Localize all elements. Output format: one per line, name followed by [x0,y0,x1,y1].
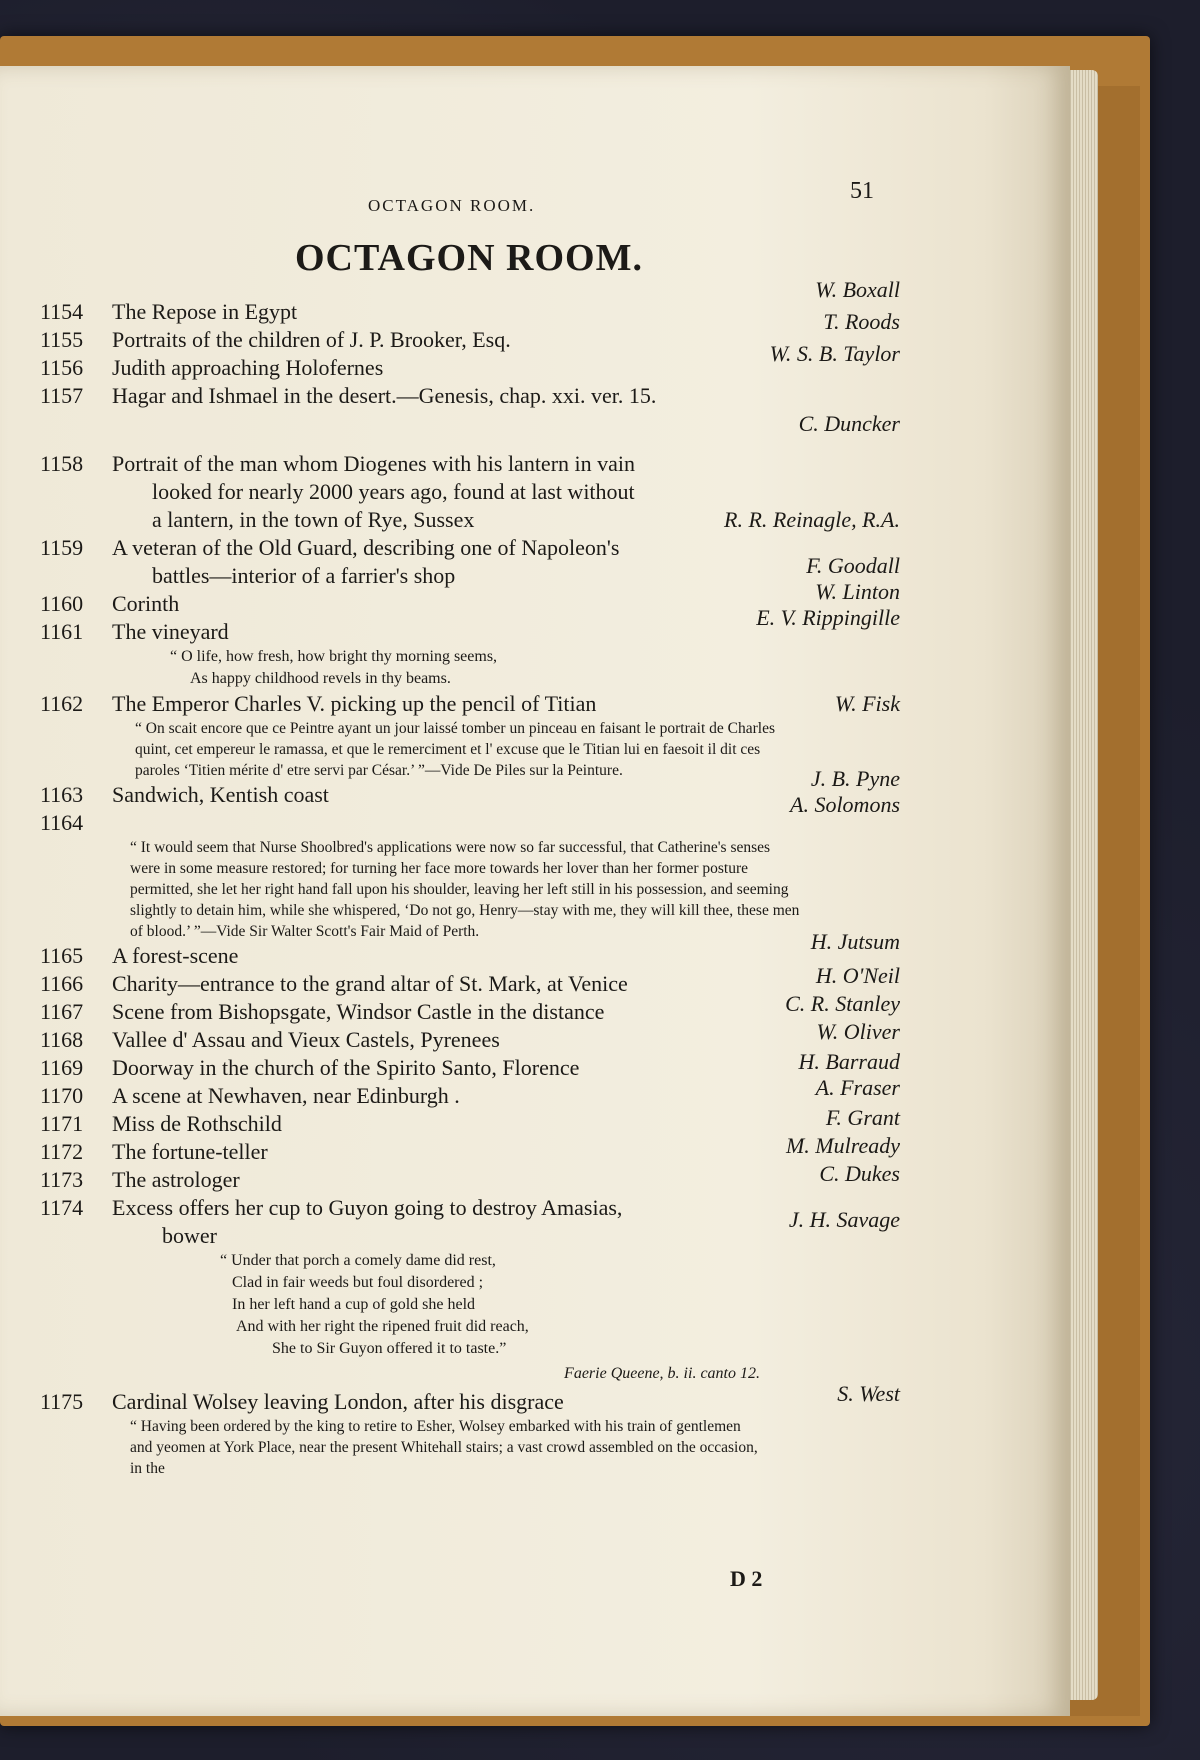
entry-artist: H. O'Neil [815,963,900,988]
entry-title: Charity—entrance to the grand altar of St. Mark, at Venice [112,971,628,996]
entry-title-continued: bower [162,1223,217,1248]
entry-1161 [40,605,900,690]
entry-1156 [40,341,900,382]
entry-number: 1175 [40,1389,84,1414]
entry-title: A scene at Newhaven, near Edinburgh . [112,1083,460,1108]
verse-line: “ Under that porch a comely dame did rest, [220,1252,496,1269]
entry-artist: W. S. B. Taylor [769,341,900,366]
entry-number: 1154 [40,299,84,324]
entry-artist: C. Dukes [819,1161,900,1186]
entry-1157 [40,382,900,438]
verse-line: Clad in fair weeds but foul disordered ; [232,1274,484,1291]
entry-number: 1164 [40,810,84,835]
verse-line: In her left hand a cup of gold she held [232,1296,476,1313]
entry-number: 1159 [40,535,84,560]
entry-number: 1172 [40,1139,84,1164]
entry-title: Corinth [112,591,180,616]
entry-quote: “ Having been ordered by the king to retire to Esher, Wolsey embarked with his train of gentlemen and yeomen at York Place, near the present Whitehall stairs; a vast crowd assembled on the occasion, in the [130,1418,758,1477]
entry-1172 [40,1133,900,1166]
entry-title: The Repose in Egypt [112,299,298,324]
entry-number: 1166 [40,971,84,996]
entry-number: 1158 [40,451,84,476]
running-head: OCTAGON ROOM. [368,196,536,215]
entry-artist: A. Fraser [815,1075,900,1100]
entry-artist: R. R. Reinagle, R.A. [724,507,900,532]
entry-number: 1161 [40,619,84,644]
entry-title: Excess offers her cup to Guyon going to destroy Amasias, [112,1195,623,1220]
entry-quote: “ It would seem that Nurse Shoolbred's applications were now so far successful, that Catherine's senses were in some measure restored; for turning her face more towards her lover than her former posture permitted, she let her right hand fall upon his shoulder, leaving her left still in his possession, and seeming slightly to detain him, while she whispered, ‘Do not go, Henry—stay with me, they will kill thee, these men of blood.’ ”—Vide Sir Walter Scott's Fair Maid of Perth. [130,839,800,940]
entry-title: Scene from Bishopsgate, Windsor Castle in the distance [112,999,605,1024]
entry-title-continued: battles—interior of a farrier's shop [152,563,456,588]
entry-artist: C. Duncker [798,411,900,436]
entry-artist: A. Solomons [790,792,900,817]
entry-title: Doorway in the church of the Spirito Santo, Florence [112,1055,580,1080]
entry-title-continued: looked for nearly 2000 years ago, found at last without [152,479,635,504]
entry-title: Vallee d' Assau and Vieux Castels, Pyrenees [112,1027,500,1052]
entry-number: 1157 [40,383,84,408]
catalogue-entries [40,277,900,1479]
entry-number: 1168 [40,1027,84,1052]
section-title: OCTAGON ROOM. [295,237,643,279]
entry-title: The fortune-teller [112,1139,268,1164]
entry-title: A veteran of the Old Guard, describing one of Napoleon's [112,535,620,560]
page-number: 51 [850,178,874,204]
entry-artist: F. Grant [825,1105,900,1130]
entry-artist: S. West [837,1381,900,1406]
entry-artist: E. V. Rippingille [756,605,900,630]
entry-artist: H. Barraud [798,1049,900,1074]
entry-number: 1156 [40,355,84,380]
entry-artist: J. B. Pyne [810,766,900,791]
entry-1154 [40,277,900,326]
entry-title: The Emperor Charles V. picking up the pencil of Titian [112,691,597,716]
book-page [0,66,1070,1716]
signature-mark: D 2 [730,1566,763,1591]
entry-title: Judith approaching Holofernes [112,355,384,380]
entry-quote: “ On scait encore que ce Peintre ayant un jour laissé tomber un pinceau en faisant le portrait de Charles quint, cet empereur le ramassa, et que le remerciment et l' excuse que le Titian lui en faesoit il dit ces paroles ‘Titien mérite d' etre servi par César.’ ”—Vide De Piles sur la Peinture. [135,720,775,779]
entry-1163 [40,766,900,809]
entry-1167 [40,991,900,1026]
entry-number: 1155 [40,327,84,352]
entry-artist: C. R. Stanley [785,991,900,1016]
entry-number: 1174 [40,1195,84,1220]
entry-title: Portrait of the man whom Diogenes with his lantern in vain [112,451,636,476]
entry-number: 1160 [40,591,84,616]
entry-1168 [40,1019,900,1054]
verse-line: She to Sir Guyon offered it to taste.” [272,1340,507,1357]
entry-number: 1167 [40,999,84,1024]
verse-source: Faerie Queene, b. ii. canto 12. [564,1365,760,1382]
entry-artist: M. Mulready [785,1133,900,1158]
entry-artist: W. Fisk [834,691,900,716]
entry-1171 [40,1105,900,1138]
entry-title: Portraits of the children of J. P. Brooker, Esq. [112,327,511,352]
entry-1173 [40,1161,900,1194]
entry-artist: H. Jutsum [810,929,900,954]
entry-title: The vineyard [112,619,229,644]
entry-title: A forest-scene [112,943,239,968]
entry-title: The astrologer [112,1167,240,1192]
entry-title: Cardinal Wolsey leaving London, after his disgrace [112,1389,564,1414]
entry-title: Sandwich, Kentish coast [112,782,329,807]
entry-1174 [40,1194,900,1388]
entry-1159 [40,534,900,590]
entry-1170 [40,1075,900,1110]
entry-number: 1170 [40,1083,84,1108]
verse-line: And with her right the ripened fruit did reach, [236,1318,529,1335]
entry-number: 1163 [40,782,84,807]
entry-1158 [40,450,900,534]
entry-artist: T. Roods [823,309,900,334]
entry-1162 [40,690,900,781]
entry-artist: J. H. Savage [788,1207,900,1232]
entry-artist: W. Linton [815,579,900,604]
entry-1165 [40,929,900,970]
entry-number: 1173 [40,1167,84,1192]
quote-line: “ O life, how fresh, how bright thy morning seems, [170,648,498,665]
entry-artist: W. Boxall [815,277,900,302]
entry-number: 1162 [40,691,84,716]
entry-artist: W. Oliver [816,1019,900,1044]
entry-verse [40,1250,900,1360]
entry-title-continued: a lantern, in the town of Rye, Sussex [152,507,475,532]
entry-1175 [40,1381,900,1479]
entry-quote [40,646,900,690]
entry-title: Miss de Rothschild [112,1111,282,1136]
entry-number: 1169 [40,1055,84,1080]
entry-1169 [40,1049,900,1082]
quote-line: As happy childhood revels in thy beams. [190,670,451,687]
entry-number: 1165 [40,943,84,968]
entry-1166 [40,963,900,998]
entry-number: 1171 [40,1111,84,1136]
entry-artist: F. Goodall [806,553,900,578]
entry-title: Hagar and Ishmael in the desert.—Genesis, chap. xxi. ver. 15. [112,383,657,408]
